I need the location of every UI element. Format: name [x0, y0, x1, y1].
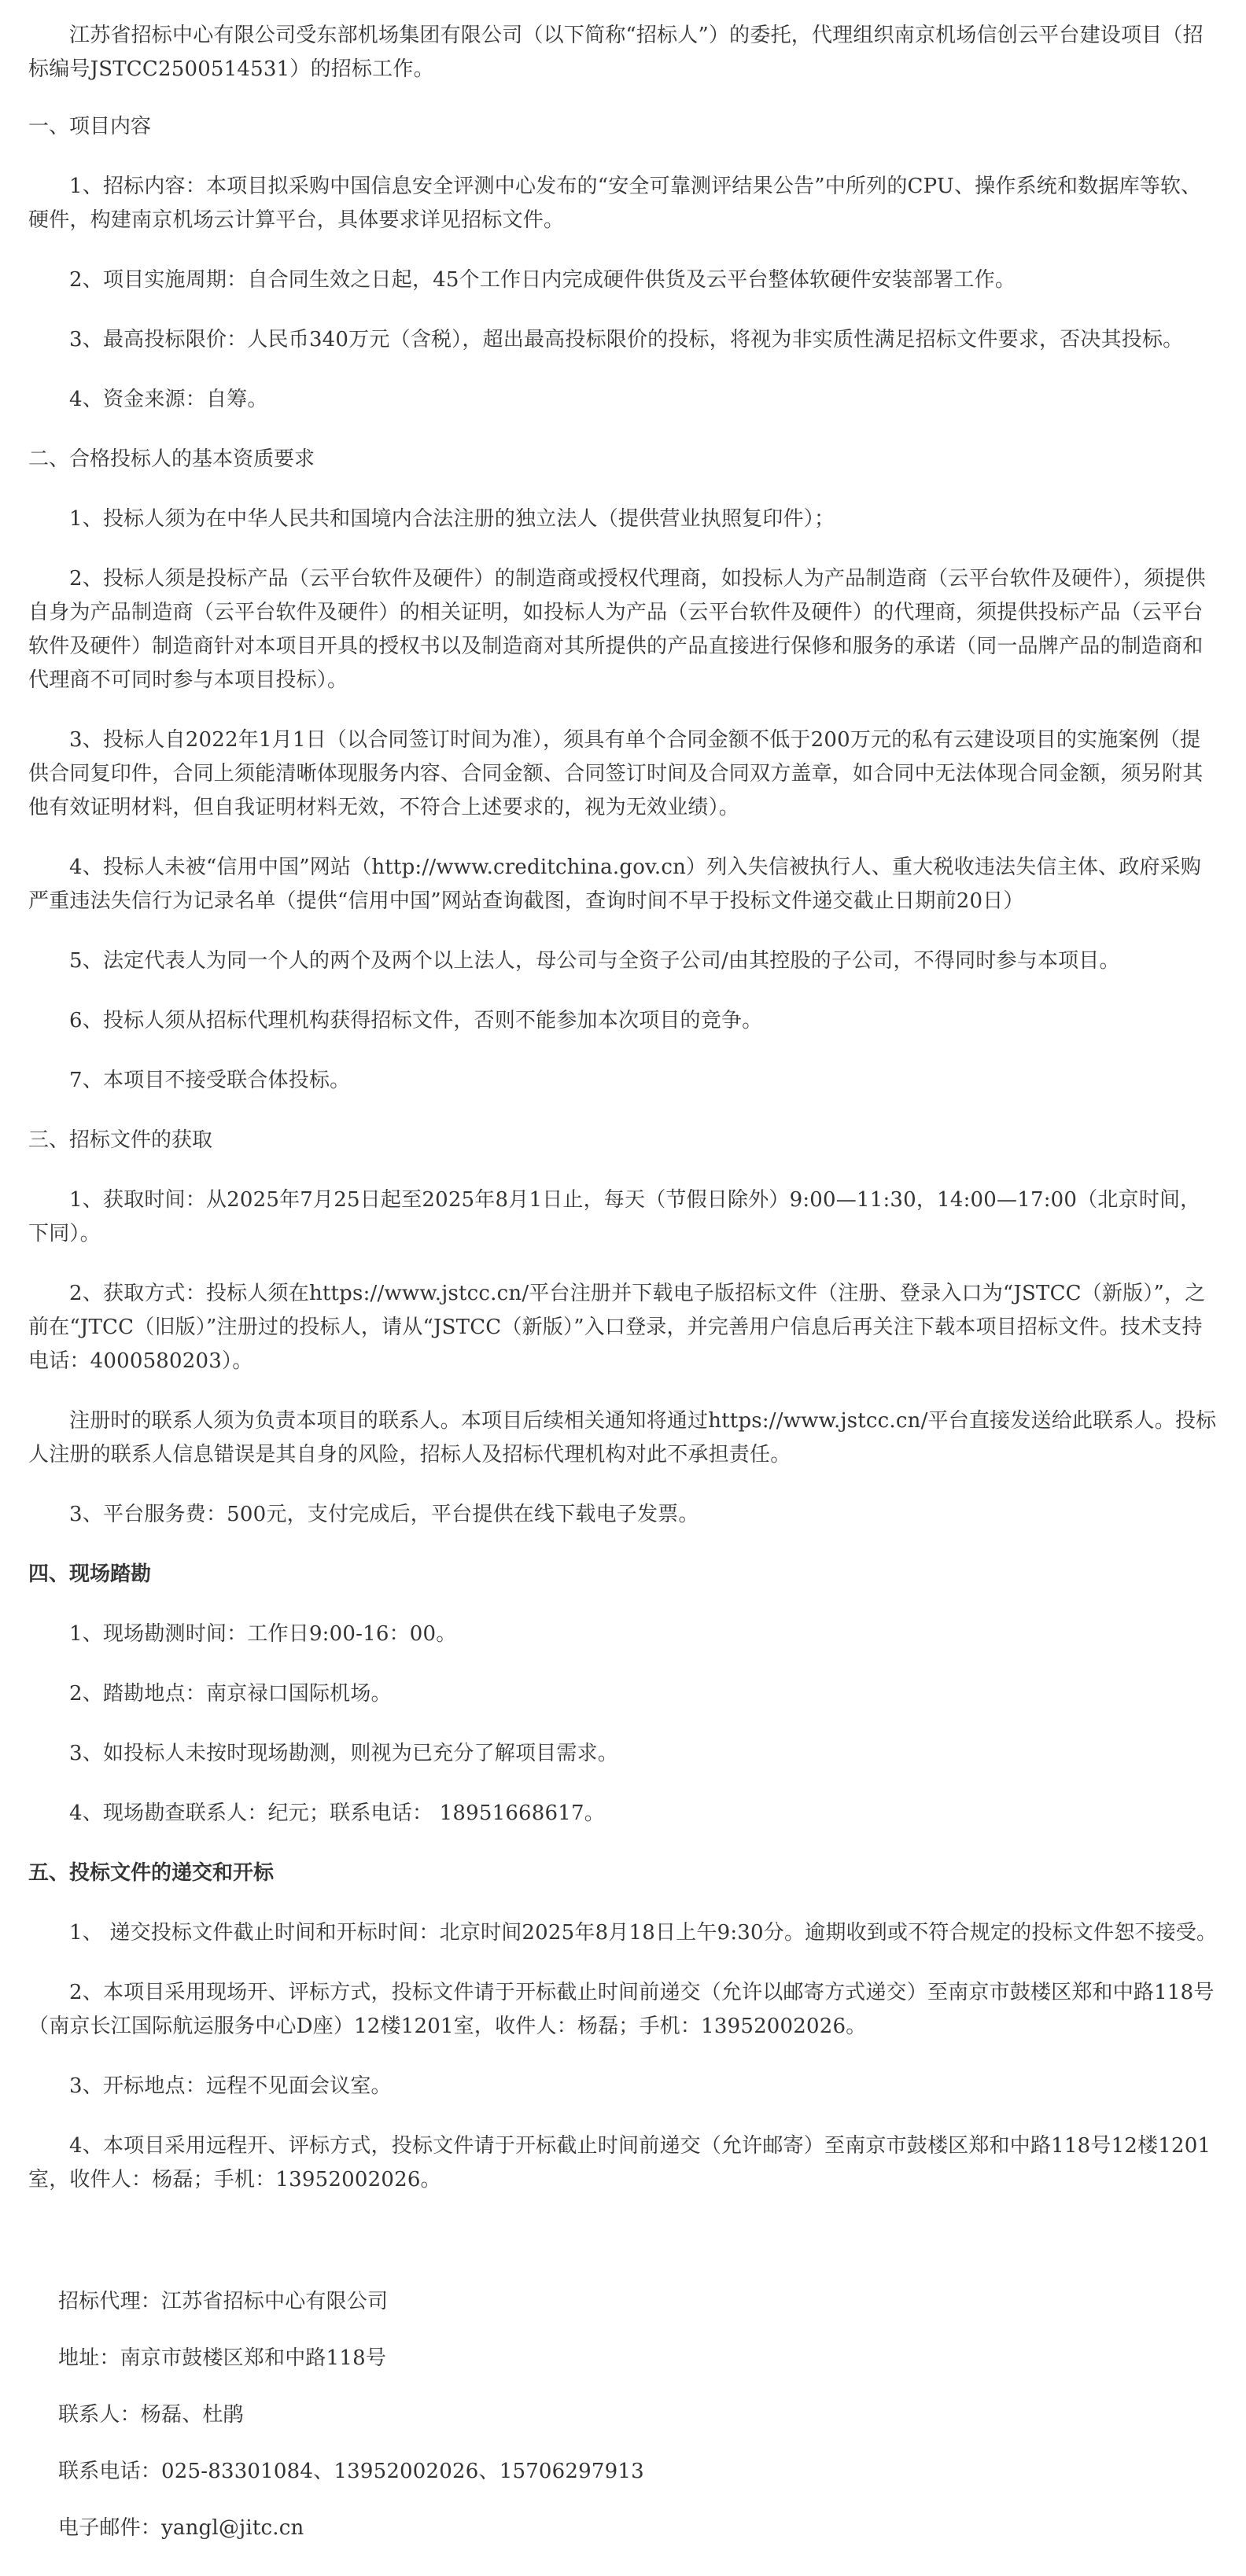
address-line: 地址：南京市鼓楼区郑和中路118号 [58, 2346, 387, 2370]
paragraph: 4、资金来源：自筹。 [69, 388, 268, 411]
paragraph: 1、投标人须为在中华人民共和国境内合法注册的独立法人（提供营业执照复印件）； [69, 507, 835, 531]
section-heading-submission-opening: 五、投标文件的递交和开标 [28, 1861, 275, 1885]
announcement-document [28, 19, 1218, 2568]
paragraph: 2、获取方式：投标人须在https://www.jstcc.cn/平台注册并下载电子版招标文件（注册、登录入口为“JSTCC（新版）”，之前在“JTCC（旧版）”注册过的投标人，请从“JSTCC（新版）”入口登录，并完善用户信息后再关注下载本项目招标文件。技术支持电话：4000580203）。 [28, 1282, 1206, 1373]
intro-paragraph: 江苏省招标中心有限公司受东部机场集团有限公司（以下简称“招标人”）的委托，代理组织南京机场信创云平台建设项目（招标编号JSTCC2500514531）的招标工作。 [28, 24, 1204, 81]
paragraph: 2、踏勘地点：南京禄口国际机场。 [69, 1682, 392, 1706]
paragraph: 1、获取时间：从2025年7月25日起至2025年8月1日止，每天（节假日除外）9:00—11:30，14:00—17:00（北京时间，下同）。 [28, 1188, 1201, 1246]
paragraph: 3、平台服务费：500元，支付完成后，平台提供在线下载电子发票。 [69, 1503, 699, 1526]
paragraph: 3、如投标人未按时现场勘测，则视为已充分了解项目需求。 [69, 1742, 618, 1765]
phone-line: 联系电话：025-83301084、13952002026、15706297913 [58, 2460, 644, 2483]
section-heading-project-content: 一、项目内容 [28, 115, 152, 138]
paragraph: 6、投标人须从招标代理机构获得招标文件，否则不能参加本次项目的竞争。 [69, 1009, 763, 1032]
agent-line: 招标代理：江苏省招标中心有限公司 [58, 2290, 389, 2313]
section-heading-qualifications: 二、合格投标人的基本资质要求 [28, 447, 315, 471]
contact-person-line: 联系人：杨磊、杜鹃 [58, 2403, 244, 2427]
paragraph: 4、现场勘查联系人：纪元；联系电话： 18951668617。 [69, 1801, 605, 1825]
section-heading-site-visit: 四、现场踏勘 [28, 1562, 152, 1586]
paragraph: 2、项目实施周期：自合同生效之日起，45个工作日内完成硬件供货及云平台整体软硬件安装部署工作。 [69, 268, 1016, 292]
paragraph: 3、最高投标限价：人民币340万元（含税），超出最高投标限价的投标，将视为非实质性满足招标文件要求，否决其投标。 [69, 328, 1184, 351]
paragraph: 7、本项目不接受联合体投标。 [69, 1069, 351, 1092]
section-heading-obtain-documents: 三、招标文件的获取 [28, 1128, 213, 1152]
contact-footer [28, 2285, 1218, 2545]
paragraph: 4、本项目采用远程开、评标方式，投标文件请于开标截止时间前递交（允许邮寄）至南京市鼓楼区郑和中路118号12楼1201室，收件人：杨磊；手机：13952002026。 [28, 2134, 1211, 2191]
paragraph: 3、投标人自2022年1月1日（以合同签订时间为准），须具有单个合同金额不低于200万元的私有云建设项目的实施案例（提供合同复印件，合同上须能清晰体现服务内容、合同金额、合同签订时间及合同双方盖章，如合同中无法体现合同金额，须另附其他有效证明材料，但自我证明材料无效，不符合上述要求的，视为无效业绩）。 [28, 728, 1204, 819]
paragraph: 3、开标地点：远程不见面会议室。 [69, 2074, 392, 2098]
email-line: 电子邮件：yangl@jitc.cn [58, 2516, 304, 2540]
paragraph: 1、 递交投标文件截止时间和开标时间：北京时间2025年8月18日上午9:30分。逾期收到或不符合规定的投标文件恕不接受。 [69, 1921, 1218, 1945]
paragraph: 4、投标人未被“信用中国”网站（http://www.creditchina.gov.cn）列入失信被执行人、重大税收违法失信主体、政府采购严重违法失信行为记录名单（提供“信用中国”网站查询截图，查询时间不早于投标文件递交截止日期前20日） [28, 856, 1202, 913]
paragraph: 2、投标人须是投标产品（云平台软件及硬件）的制造商或授权代理商，如投标人为产品制造商（云平台软件及硬件），须提供自身为产品制造商（云平台软件及硬件）的相关证明，如投标人为产品（云平台软件及硬件）的代理商，须提供投标产品（云平台软件及硬件）制造商针对本项目开具的授权书以及制造商对其所提供的产品直接进行保修和服务的承诺（同一品牌产品的制造商和代理商不可同时参与本项目投标）。 [28, 567, 1206, 692]
paragraph: 5、法定代表人为同一个人的两个及两个以上法人，母公司与全资子公司/由其控股的子公司，不得同时参与本项目。 [69, 949, 1120, 973]
paragraph: 2、本项目采用现场开、评标方式，投标文件请于开标截止时间前递交（允许以邮寄方式递交）至南京市鼓楼区郑和中路118号（南京长江国际航运服务中心D座）12楼1201室，收件人：杨磊；手机：13952002026。 [28, 1981, 1215, 2038]
paragraph: 注册时的联系人须为负责本项目的联系人。本项目后续相关通知将通过https://www.jstcc.cn/平台直接发送给此联系人。投标人注册的联系人信息错误是其自身的风险，招标人及招标代理机构对此不承担责任。 [28, 1409, 1217, 1466]
paragraph: 1、现场勘测时间：工作日9:00-16：00。 [69, 1622, 457, 1646]
paragraph: 1、招标内容：本项目拟采购中国信息安全评测中心发布的“安全可靠测评结果公告”中所列的CPU、操作系统和数据库等软、硬件，构建南京机场云计算平台，具体要求详见招标文件。 [28, 175, 1202, 232]
